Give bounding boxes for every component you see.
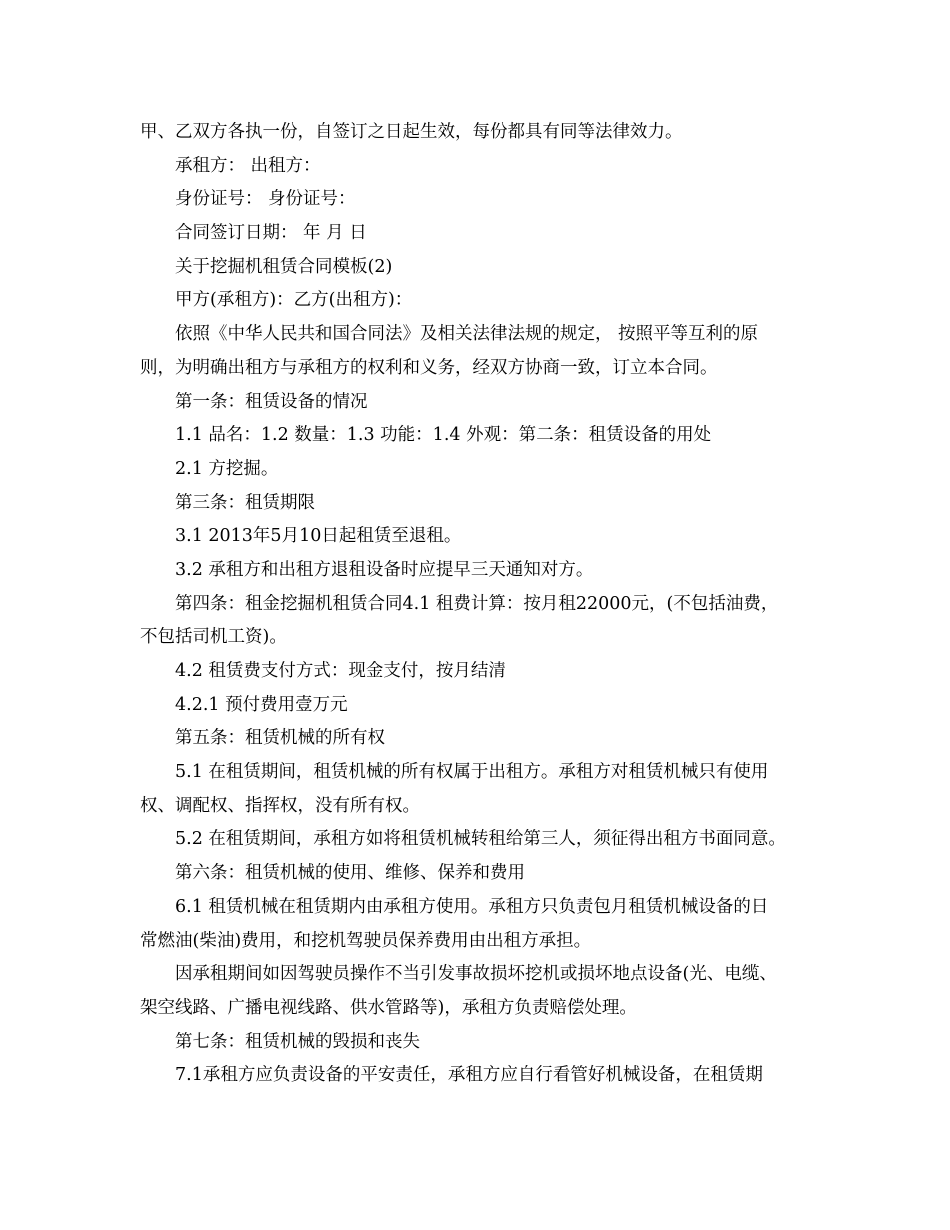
text-line: 承租方： 出租方：	[175, 155, 321, 176]
text-line: 合同签订日期： 年 月 日	[175, 223, 367, 244]
text-line: 第六条：租赁机械的使用、维修、保养和费用	[175, 863, 525, 884]
text-line: 1.1 品名：1.2 数量：1.3 功能：1.4 外观：第二条：租赁设备的用处	[175, 425, 712, 446]
text-line: 第一条：租赁设备的情况	[175, 391, 368, 412]
text-line: 身份证号： 身份证号：	[175, 189, 356, 210]
text-line: 6.1 租赁机械在租赁期内由承租方使用。承租方只负责包月租赁机械设备的日	[175, 896, 769, 917]
document-body	[140, 116, 830, 1093]
text-line: 2.1 方挖掘。	[175, 458, 279, 479]
text-line: 3.1 2013年5月10日起租赁至退租。	[175, 526, 462, 547]
text-line: 架空线路、广播电视线路、供水管路等)，承租方负责赔偿处理。	[140, 997, 637, 1018]
text-line: 不包括司机工资)。	[140, 627, 287, 648]
text-line: 4.2 租赁费支付方式：现金支付，按月结清	[175, 661, 506, 681]
text-line: 关于挖掘机租赁合同模板(2)	[175, 256, 393, 277]
text-line: 甲、乙双方各执一份，自签订之日起生效，每份都具有同等法律效力。	[140, 122, 683, 142]
text-line: 第三条：租赁期限	[175, 492, 315, 513]
text-line: 第四条：租金挖掘机租赁合同4.1 租费计算：按月租22000元，(不包括油费，	[175, 593, 779, 614]
text-line: 第七条：租赁机械的毁损和丧失	[175, 1031, 420, 1052]
text-line: 4.2.1 预付费用壹万元	[175, 694, 348, 715]
text-line: 甲方(承租方)：乙方(出租方)：	[175, 290, 413, 311]
text-line: 依照《中华人民共和国合同法》及相关法律法规的规定， 按照平等互利的原	[175, 324, 759, 345]
text-line: 则，为明确出租方与承租方的权利和义务，经双方协商一致，订立本合同。	[140, 357, 718, 378]
text-line: 5.2 在租赁期间，承租方如将租赁机械转租给第三人，须征得出租方书面同意。	[175, 829, 786, 850]
text-line: 3.2 承租方和出租方退租设备时应提早三天通知对方。	[175, 559, 594, 580]
text-line: 第五条：租赁机械的所有权	[175, 728, 385, 749]
text-line: 权、调配权、指挥权，没有所有权。	[140, 795, 420, 816]
text-line: 5.1 在租赁期间，租赁机械的所有权属于出租方。承租方对租赁机械只有使用	[175, 762, 769, 783]
text-line: 7.1承租方应负责设备的平安责任，承租方应自行看管好机械设备，在租赁期	[175, 1065, 763, 1086]
text-line: 常燃油(柴油)费用，和挖机驾驶员保养费用由出租方承担。	[140, 930, 592, 951]
text-line: 因承租期间如因驾驶员操作不当引发事故损坏挖机或损坏地点设备(光、电缆、	[175, 964, 777, 985]
